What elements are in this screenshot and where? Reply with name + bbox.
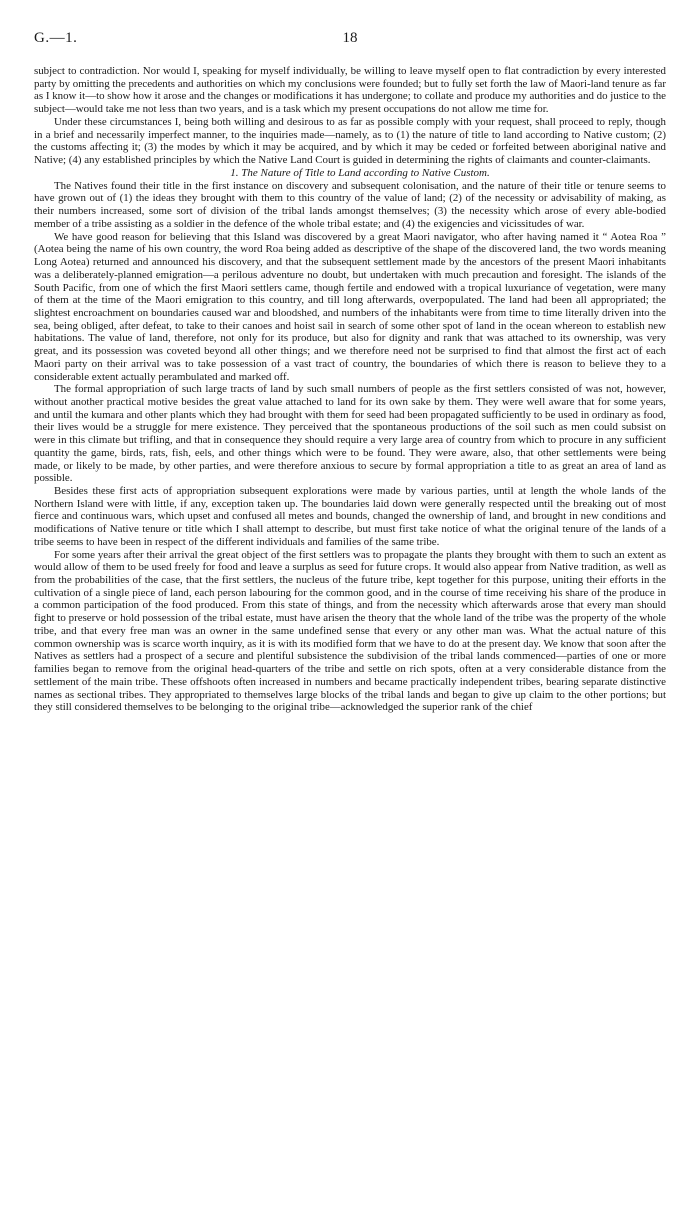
document-body [34, 65, 666, 714]
paragraph: The formal appropriation of such large tracts of land by such small numbers of people as the first settlers consisted of was not, however, without another practical motive besides the great value attached to land for its own sake by them. They were well aware that for some years, and until the kumara and other plants which they had brought with them for seed had been propagated sufficiently to be used in ordinary as food, their lives would be a struggle for mere existence. They perceived that the spontaneous productions of the soil such as men could subsist on were in this climate but trifling, and that in consequence they should require a very large area of country from which to procure in any sufficient quantity the game, birds, rats, fish, eels, and other things which were to be found. They were aware, also, that other settlements were being made, or likely to be made, by other parties, and were therefore anxious to secure by formal appropriation a title to as great an area of land as possible. [34, 383, 666, 485]
paragraph: The Natives found their title in the first instance on discovery and subsequent colonisation, and the nature of their title or tenure seems to have grown out of (1) the ideas they brought with them to this country of the value of land; (2) of the necessity or advisability of making, as their numbers increased, some sort of division of the tribal lands amongst themselves; (3) the necessity which arose of every able-bodied member of a tribe assisting as a soldier in the defence of the whole tribal estate; and (4) the exigencies and vicissitudes of war. [34, 179, 666, 230]
page-number: 18 [342, 30, 358, 46]
document-reference: G.—1. [34, 30, 78, 46]
paragraph: Under these circumstances I, being both willing and desirous to as far as possible comply with your request, shall proceed to reply, though in a brief and necessarily imperfect manner, to the inquiries made—namely, as to (1) the nature of title to land according to Native custom; (2) the customs affecting it; (3) the modes by which it may be acquired, and by which it may be ceded or forfeited between aboriginal native and Native; (4) any established principles by which the Native Land Court is guided in determining the rights of claimants and counter-claimants. [34, 115, 666, 167]
paragraph: We have good reason for believing that this Island was discovered by a great Maori navigator, who after having named it “ Aotea Roa ” (Aotea being the name of his own country, the word Roa being added as descriptive of the shape of the discovered land, the two words meaning Long Aotea) returned and announced his discovery, and that the subsequent settlement made by the ancestors of the present Maori inhabitants was a deliberately-planned emigration—a perilous adventure no doubt, but undertaken with much precaution and foresight. The islands of the South Pacific, from one of which the first Maori settlers came, though fertile and endowed with a tropical luxuriance of vegetation, were many of them at the time of the Maori emigration to this country, and till long afterwards, overpopulated. The land had been all appropriated; the slightest encroachment on boundaries caused war and bloodshed, and numbers of the inhabitants were from time to time literally driven into the sea, being obliged, after defeat, to take to their canoes and hoist sail in search of some other spot of land in the ocean whereon to establish new habitations. The value of land, therefore, not only for its produce, but also for dignity and rank that was attached to its ownership, was very great, and its possession was coveted beyond all other things; and we therefore need not be surprised to find that almost the first act of each Maori party on their arrival was to take possession of a vast tract of country, the boundaries of which there is reason to believe they to a considerable extent actually perambulated and marked off. [34, 230, 666, 383]
page-header [34, 30, 666, 52]
paragraph: Besides these first acts of appropriation subsequent explorations were made by various parties, until at length the whole lands of the Northern Island were with little, if any, exception taken up. The boundaries laid down were generally respected until the breaking out of most fierce and continuous wars, which upset and confused all metes and bounds, changed the ownership of land, and brought in new conditions and modifications of Native tenure or title which I shall attempt to describe, but must first take notice of what the original tenure of the lands of a tribe seems to have been in respect of the different individuals and families of the same tribe. [34, 485, 666, 548]
section-heading: 1. The Nature of Title to Land according to Native Custom. [230, 166, 490, 179]
paragraph: subject to contradiction. Nor would I, speaking for myself individually, be willing to leave myself open to flat contradiction by every interested party by omitting the precedents and authorities on which my conclusions were founded; but to fully set forth the law of Maori-land tenure as far as I know it—to show how it arose and the changes or modifications it has undergone; to collate and produce my authorities and do justice to the subject—would take me not less than two years, and is a task which my present occupations do not allow me time for. [34, 65, 666, 116]
paragraph: For some years after their arrival the great object of the first settlers was to propagate the plants they brought with them to such an extent as would allow of them to be used freely for food and leave a surplus as seed for future crops. It would also appear from Native tradition, as well as from the probabilities of the case, that the first settlers, the nucleus of the future tribe, kept together for this purpose, uniting their efforts in the cultivation of a single piece of land, each person labouring for the common good, and in the course of time receiving his share of the produce in a common participation of the food produced. From this state of things, and from the necessity which afterwards arose that every man should fight to preserve or hold possession of the tribal estate, must have arisen the theory that the whole land of the tribe was the property of the whole tribe, and that every free man was an owner in the same undefined sense that every or any other man was. What the actual nature of this common ownership was is scarce worth inquiry, as it is with its modified form that we have to do at the present day. We know that soon after the Natives as settlers had a prospect of a secure and plentiful subsistence the subdivision of the tribal lands commenced—parties of one or more families began to remove from the original head-quarters of the tribe and settle on rich spots, often at a very considerable distance from the settlement of the main tribe. These offshoots often increased in numbers and became practically independent tribes, bearing separate distinctive names as sectional tribes. They appropriated to themselves large blocks of the tribal lands and began to give up claim to the other portions; but they still considered themselves to be belonging to the original tribe—acknowledged the superior rank of the chief [34, 548, 666, 714]
